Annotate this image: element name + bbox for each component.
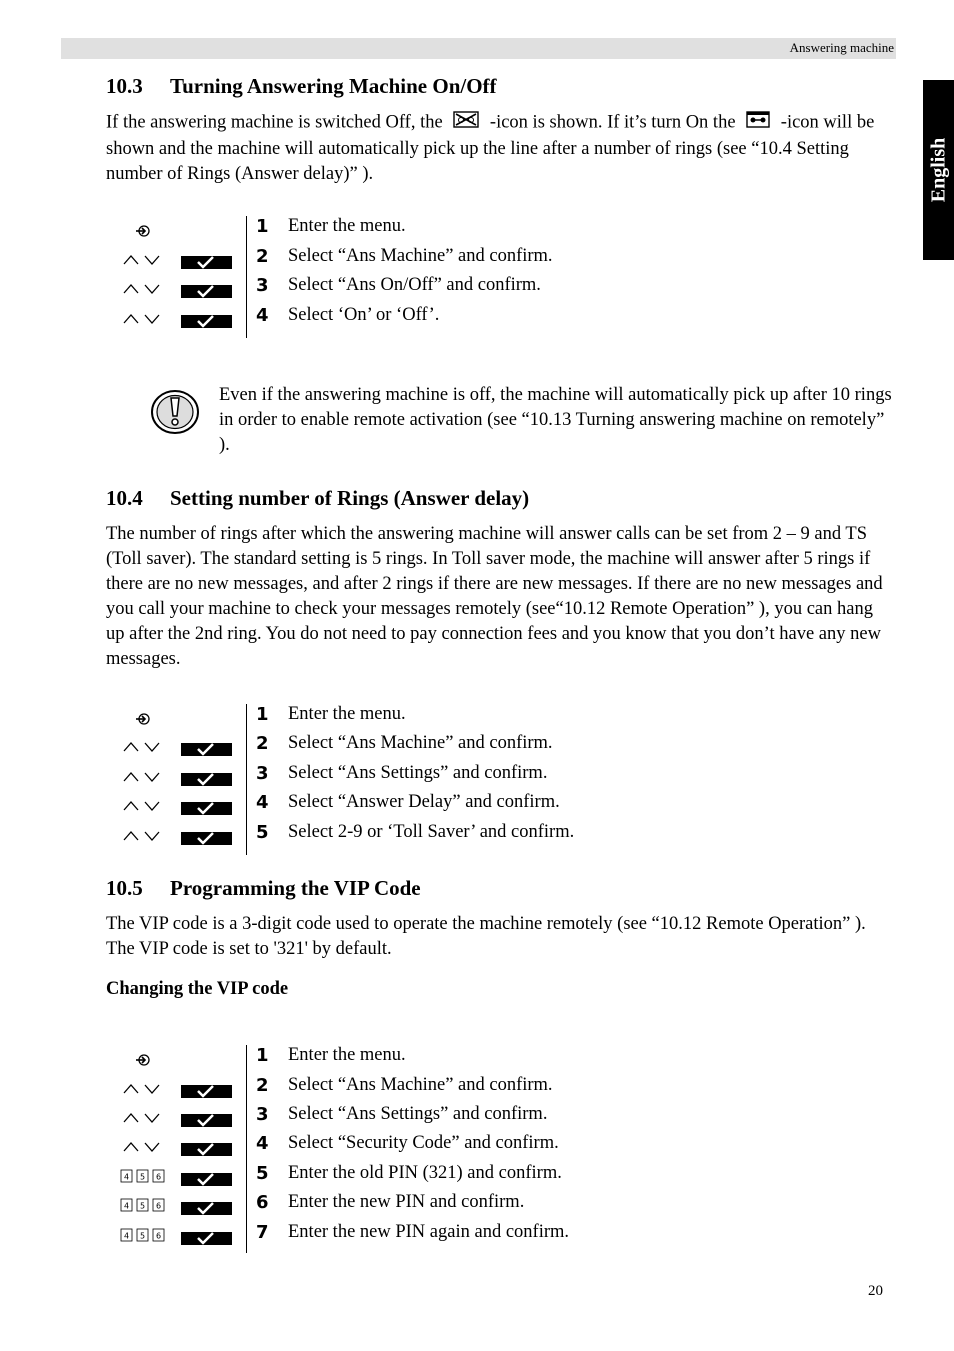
up-down-arrows-icon <box>122 252 164 273</box>
ok-key-icon <box>181 773 232 786</box>
numeric-keypad-icon <box>120 1169 166 1188</box>
step-text: Select “Security Code” and confirm. <box>288 1133 559 1153</box>
step-number: 6 <box>256 1192 269 1213</box>
step-row <box>106 1133 806 1162</box>
step-row <box>106 1222 806 1251</box>
section-number: 10.3 <box>106 74 143 98</box>
up-down-arrows-icon <box>122 769 164 790</box>
ok-key-icon <box>181 743 232 756</box>
section-title: Setting number of Rings (Answer delay) <box>170 486 530 510</box>
step-text: Select “Ans On/Off” and confirm. <box>288 275 541 295</box>
ok-key-icon <box>181 832 232 845</box>
steps-10-3 <box>106 216 806 338</box>
step-text: Enter the menu. <box>288 704 406 724</box>
step-row <box>106 305 806 334</box>
step-text: Select “Ans Machine” and confirm. <box>288 733 553 753</box>
step-number: 4 <box>256 1133 269 1154</box>
step-row <box>106 733 806 762</box>
step-text: Select “Ans Machine” and confirm. <box>288 1075 553 1095</box>
keypad-digit: 5 <box>139 1201 146 1211</box>
step-row <box>106 763 806 792</box>
step-row <box>106 275 806 304</box>
section-heading-10-4 <box>106 486 529 511</box>
step-number: 1 <box>256 1045 269 1066</box>
ok-key-icon <box>181 315 232 328</box>
numeric-keypad-icon <box>120 1198 166 1217</box>
up-down-arrows-icon <box>122 739 164 760</box>
ok-key-icon <box>181 802 232 815</box>
step-row <box>106 822 806 851</box>
numeric-keypad-icon <box>120 1228 166 1247</box>
step-number: 4 <box>256 792 269 813</box>
keypad-digit: 5 <box>139 1231 146 1241</box>
ok-key-icon <box>181 1114 232 1127</box>
keypad-digit: 4 <box>123 1201 130 1211</box>
step-text: Enter the new PIN again and confirm. <box>288 1222 570 1242</box>
step-row <box>106 1045 806 1074</box>
steps-10-5 <box>106 1045 806 1253</box>
menu-key-icon <box>134 222 152 245</box>
step-number: 3 <box>256 275 269 296</box>
section-number: 10.4 <box>106 486 143 510</box>
step-row <box>106 1192 806 1221</box>
answering-machine-on-icon <box>746 109 770 137</box>
step-row <box>106 1104 806 1133</box>
step-text: Select 2-9 or ‘Toll Saver’ and confirm. <box>288 822 575 842</box>
step-row <box>106 216 806 245</box>
keypad-digit: 4 <box>123 1231 130 1241</box>
note-text: Even if the answering machine is off, the machine will automatically pick up after 10 rings in order to enable remote activation (see “10.13 Turning answering machine on remotely” ). <box>219 385 892 455</box>
step-number: 3 <box>256 763 269 784</box>
up-down-arrows-icon <box>122 798 164 819</box>
ok-key-icon <box>181 1173 232 1186</box>
answering-machine-off-icon <box>453 109 479 137</box>
step-number: 1 <box>256 704 269 725</box>
ok-key-icon <box>181 256 232 269</box>
step-text: Select “Ans Settings” and confirm. <box>288 763 548 783</box>
keypad-digit: 5 <box>139 1172 146 1182</box>
intro-text-3: -icon will be shown and the machine will automatically pick up the line after a number of rings (see “10.4 Setting number of Rings (Answer delay)” ). <box>106 112 875 184</box>
intro-text-1: If the answering machine is switched Off, the <box>106 112 443 133</box>
step-number: 3 <box>256 1104 269 1125</box>
step-text: Enter the menu. <box>288 1045 406 1065</box>
warning-icon <box>150 389 200 440</box>
ok-key-icon <box>181 1085 232 1098</box>
keypad-digit: 4 <box>123 1172 130 1182</box>
keypad-digit: 6 <box>155 1201 162 1211</box>
section-heading-10-5 <box>106 876 421 901</box>
keypad-digit: 6 <box>155 1172 162 1182</box>
step-number: 1 <box>256 216 269 237</box>
ok-key-icon <box>181 285 232 298</box>
step-row <box>106 792 806 821</box>
step-row <box>106 704 806 733</box>
up-down-arrows-icon <box>122 1139 164 1160</box>
subheading-changing-vip: Changing the VIP code <box>106 979 289 999</box>
section-number: 10.5 <box>106 876 143 900</box>
menu-key-icon <box>134 1051 152 1074</box>
step-text: Enter the old PIN (321) and confirm. <box>288 1163 562 1183</box>
step-text: Enter the menu. <box>288 216 406 236</box>
ok-key-icon <box>181 1232 232 1245</box>
step-number: 7 <box>256 1222 269 1243</box>
section-10-4-body: The number of rings after which the answering machine will answer calls can be set from 2 – 9 and TS (Toll saver). The standard setting is 5 rings. In Toll saver mode, the machine will answer after 5 rings if there are no new messages, and after 2 rings if there are new messages. If there are no new messages and you call your machine to check your messages remotely (see“10.12 Remote Operation” ), you can hang up after the 2nd ring. You do not need to pay connection fees and you know that you don’t have any new messages. <box>106 524 883 669</box>
section-title: Turning Answering Machine On/Off <box>170 74 497 98</box>
steps-10-4 <box>106 704 806 855</box>
header-bar <box>61 38 896 59</box>
step-text: Select ‘On’ or ‘Off’. <box>288 305 440 325</box>
up-down-arrows-icon <box>122 1081 164 1102</box>
step-number: 2 <box>256 733 269 754</box>
up-down-arrows-icon <box>122 1110 164 1131</box>
keypad-digit: 6 <box>155 1231 162 1241</box>
section-10-3-intro <box>106 109 896 187</box>
step-text: Select “Ans Machine” and confirm. <box>288 246 553 266</box>
step-number: 2 <box>256 1075 269 1096</box>
step-row <box>106 1075 806 1104</box>
step-number: 4 <box>256 305 269 326</box>
step-row <box>106 1163 806 1192</box>
intro-text-2: -icon is shown. If it’s turn On the <box>489 112 736 133</box>
step-text: Select “Ans Settings” and confirm. <box>288 1104 548 1124</box>
language-tab <box>923 80 954 260</box>
up-down-arrows-icon <box>122 311 164 332</box>
menu-key-icon <box>134 710 152 733</box>
step-row <box>106 246 806 275</box>
step-text: Enter the new PIN and confirm. <box>288 1192 525 1212</box>
page-number: 20 <box>868 1283 883 1299</box>
ok-key-icon <box>181 1143 232 1156</box>
step-text: Select “Answer Delay” and confirm. <box>288 792 560 812</box>
section-heading-10-3 <box>106 74 497 99</box>
step-number: 2 <box>256 246 269 267</box>
section-10-5-body: The VIP code is a 3-digit code used to operate the machine remotely (see “10.12 Remote Operation” ). The VIP code is set to '321' by default. <box>106 914 866 959</box>
step-number: 5 <box>256 822 269 843</box>
up-down-arrows-icon <box>122 828 164 849</box>
up-down-arrows-icon <box>122 281 164 302</box>
ok-key-icon <box>181 1202 232 1215</box>
step-number: 5 <box>256 1163 269 1184</box>
language-tab-label: English <box>927 137 949 203</box>
header-title: Answering machine <box>789 40 894 55</box>
section-title: Programming the VIP Code <box>170 876 421 900</box>
